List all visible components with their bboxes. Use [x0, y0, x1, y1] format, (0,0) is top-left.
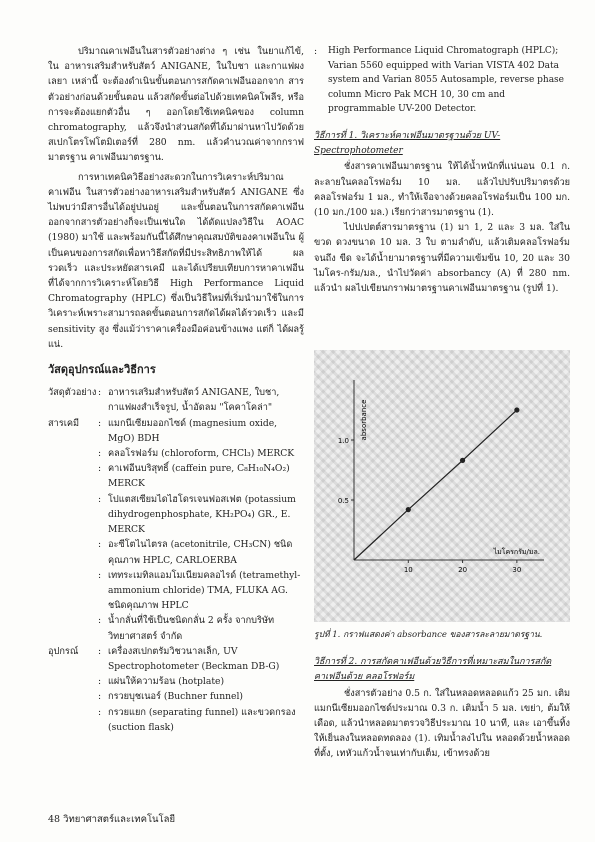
- material-separator: :: [98, 615, 102, 627]
- material-separator: :: [98, 463, 102, 475]
- right-column-lower: [314, 628, 570, 762]
- x-tick-label: 30: [512, 566, 522, 574]
- material-label: [48, 568, 98, 614]
- material-row: [48, 492, 304, 538]
- right-column: [314, 44, 570, 296]
- hplc-spec: [314, 44, 570, 117]
- material-text: เททระเมทิลแอมโมเนียมคลอไรด์ (tetramethyl-ammonium chloride) TMA, FLUKA AG. ชนิดคุณภาพ HPLC: [108, 569, 301, 612]
- material-label: [48, 461, 98, 491]
- material-row: [48, 568, 304, 614]
- y-tick-label: 0.5: [337, 497, 349, 505]
- method1-title: วิธีการที่ 1. วิเคราะห์คาเฟอีนมาตรฐานด้วย UV-Spectrophotometer: [314, 130, 501, 157]
- x-axis-label: ไมโครกรัม/มล.: [493, 548, 540, 556]
- material-label: วัสดุตัวอย่าง: [48, 387, 97, 399]
- material-row: [48, 446, 304, 461]
- figure-caption: รูปที่ 1. กราฟแสดงค่า absorbance ของสารละลายมาตรฐาน.: [314, 630, 543, 640]
- material-text: คาเฟอีนบริสุทธิ์ (caffein pure, C₈H₁₀N₄O₂) MERCK: [108, 463, 290, 490]
- method2-title: วิธีการที่ 2. การสกัดคาเฟอีนด้วยวิธีการที่เหมาะสมในการสกัดคาเฟอีนด้วย คลอโรฟอร์ม: [314, 657, 552, 683]
- page-footer: 48 วิทยาศาสตร์และเทคโนโลยี: [48, 814, 176, 825]
- intro-paragraph: ปริมาณคาเฟอีนในสารตัวอย่างต่าง ๆ เช่น ในยาแก้ไข้, ใน อาหารเสริมสำหรับสัตว์ ANIGANE, ในใบชา และกาแฟผง เลยา เหล่านี้ จะต้องดำเนินขั้นตอนการสกัดคาเฟอีนออกจาก สารตัวอย่างก่อนด้วยขั้นตอน แล้วสกัดขั้นต่อไปด้วยเทคนิคโพลีร, หรือการจะต้องแยกตัวอื่น ๆ ออกโดยใช้เทคนิคของ column chromatography, แล้วจึงนำส่วนสกัดที่ได้มาผ่านหาไปวัดด้วย สเปกโตรโฟโตมิเตอร์ที่ 280 nm. แล้วคำนวณค่าจากกราฟมาตรฐาน คาเฟอีนมาตรฐาน.: [48, 46, 304, 164]
- x-tick-label: 10: [403, 566, 413, 574]
- material-text: น้ำกลั่นที่ใช้เป็นชนิดกลั่น 2 ครั้ง จากบริษัท วิทยาศาสตร์ จำกัด: [108, 615, 275, 642]
- material-row: [48, 644, 304, 674]
- material-row: [48, 385, 304, 415]
- material-separator: :: [98, 417, 102, 429]
- y-axis-label: absorbance: [360, 399, 368, 441]
- material-separator: :: [98, 645, 102, 657]
- material-separator: :: [98, 691, 102, 703]
- material-separator: :: [98, 493, 102, 505]
- material-text: อาหารเสริมสำหรับสัตว์ ANIGANE, ใบชา, กาแฟผงสำเร็จรูป, น้ำอัดลม "โคคาโคล่า": [108, 387, 280, 414]
- material-row: [48, 674, 304, 689]
- material-separator: :: [98, 539, 102, 551]
- material-label: [48, 446, 98, 461]
- material-separator: :: [98, 448, 102, 460]
- left-column: [48, 44, 304, 735]
- material-text: เครื่องสเปกตรัมวิชวนาลเล็ก, UV Spectrophotometer (Beckman DB-G): [108, 645, 280, 672]
- material-label: [48, 674, 98, 689]
- objective-paragraph: การหาเทคนิควิธีอย่างสะดวกในการวิเคราะห์ปริมาณคาเฟอีน ในสารตัวอย่างอาหารเสริมสำหรับสัตว์ ANIGANE ซึ่งไม่พบว่ามีสารอื่นได้อยู่ปนอยู่ และขั้นตอนในการสกัดคาเฟอีน ออกจากสารตัวอย่างก็จะเป็นเช่นใด ได้ดัดแปลงวิธีใน AOAC (1980) มาใช้ และพร้อมกันนี้ได้ศึกษาคุณสมบัติของคาเฟอีนใน ผู้เป็นคนของการสกัดเพื่อหาวิธีสกัดที่มีประสิทธิภาพให้ได้ ผลรวดเร็ว และประหยัดสารเคมี และได้เปรียบเทียบการหาคาเฟอีน ที่ได้จากการวิเคราะห์โดยวิธี High Performance Liquid Chromatography (HPLC) ซึ่งเป็นวิธีใหม่ที่เริ่มนำมาใช้ในการ วิเคราะห์เพราะสามารถลดขั้นตอนการสกัดได้ผลได้รวดเร็ว และมี sensitivity สูง ซึ่งแม้ว่าราคาเครื่องมือค่อนข้างแพง แต่ก็ ได้ผลรู้แน่.: [48, 171, 304, 350]
- hplc-spec-text: High Performance Liquid Chromatograph (HPLC); Varian 5560 equipped with Varian VISTA 402 Data system and Varian 8055 Autosample, reverse phase column Micro Pak MCH 10, 30 cm and programmable UV-200 Detector.: [328, 46, 565, 115]
- material-text: แมกนีเซียมออกไซด์ (magnesium oxide, MgO) BDH: [108, 417, 278, 444]
- material-text: อะซีโตไนไตรล (acetonitrile, CH₃CN) ชนิด คุณภาพ HPLC, CARLOERBA: [108, 539, 293, 566]
- material-text: โปแตสเซียมไดไฮโดรเจนฟอสเฟต (potassium dihydrogenphosphate, KH₂PO₄) GR., E. MERCK: [108, 493, 296, 536]
- material-label: [48, 537, 98, 567]
- material-row: [48, 705, 304, 735]
- material-row: [48, 537, 304, 567]
- material-text: กรวยแยก (separating funnel) และขวดกรอง (suction flask): [108, 706, 296, 733]
- method1-paragraph-2: ไปปเปตต์สารมาตรฐาน (1) มา 1, 2 และ 3 มล. ใส่ในขวด ดวงขนาด 10 มล. 3 ใบ ตามลำดับ, แล้วเติมคลอโรฟอร์มจนถึง ขีด จะได้น้ำยามาตรฐานที่มีความเข้มข้น 10, 20 และ 30 ไมโคร-กรัม/มล., นำไปวัดค่า absorbancy (A) ที่ 280 nm. แล้วนำ ผลไปเขียนกราฟมาตรฐานคาเฟอีนมาตรฐาน (รูปที่ 1).: [314, 222, 570, 294]
- material-label: [48, 613, 98, 643]
- material-separator: :: [98, 706, 102, 718]
- material-text: คลอโรฟอร์ม (chloroform, CHCl₃) MERCK: [108, 448, 295, 460]
- material-row: [48, 461, 304, 491]
- material-label: [48, 492, 98, 538]
- material-label: สารเคมี: [48, 417, 80, 429]
- material-separator: :: [98, 387, 102, 399]
- method1-paragraph-1: ชั่งสารคาเฟอีนมาตรฐาน ให้ได้น้ำหนักที่แน่นอน 0.1 ก. ละลายในคลอโรฟอร์ม 10 มล. แล้วไปปรับปริมาตรด้วยคลอโรฟอร์ม 1 มล., ทำให้เจือจางด้วยคลอโรฟอร์มเป็น 100 มก. (10 มก./100 มล.) เรียกว่าสารมาตรฐาน (1).: [314, 161, 570, 218]
- figure-1: [314, 350, 570, 622]
- data-point: [460, 458, 465, 463]
- material-row: [48, 613, 304, 643]
- calibration-line: [354, 410, 517, 560]
- material-separator: :: [98, 569, 102, 581]
- data-point: [514, 407, 519, 412]
- spec-bullet: :: [314, 46, 318, 57]
- method2-paragraph: ชั่งสารตัวอย่าง 0.5 ก. ใส่ในหลอดหลอดแก้ว 25 มก. เติมแมกนีเซียมออกไซด์ประมาณ 0.3 ก. เติมน้ำ 5 มล. เขย่า, ต้มให้เดือด, แล้วนำหลอดมาตรวจวิธีประมาณ 10 นาที, และ เอาขึ้นทิ้งให้เย็นลงในหลอดทดลอง (1). เทิมน้ำลงไปใน หลอดด้วยน้ำหลอดที่ตั้ง, เทหัวแก้วน้ำจนเท่ากับเต็ม, เข้าทรงด้วย: [314, 687, 570, 760]
- material-label: อุปกรณ์: [48, 645, 79, 657]
- material-separator: :: [98, 676, 102, 688]
- material-label: [48, 705, 98, 735]
- material-text: แผ่นให้ความร้อน (hotplate): [108, 676, 225, 688]
- y-tick-label: 1.0: [337, 437, 349, 445]
- material-label: [48, 689, 98, 704]
- x-tick-label: 20: [458, 566, 468, 574]
- calibration-chart: [314, 350, 570, 590]
- materials-heading: วัสดุอุปกรณ์และวิธีการ: [48, 363, 156, 377]
- materials-list: [48, 385, 304, 735]
- material-row: [48, 689, 304, 704]
- data-point: [406, 507, 411, 512]
- material-text: กรวยบุชเนอร์ (Buchner funnel): [108, 691, 243, 703]
- material-row: [48, 416, 304, 446]
